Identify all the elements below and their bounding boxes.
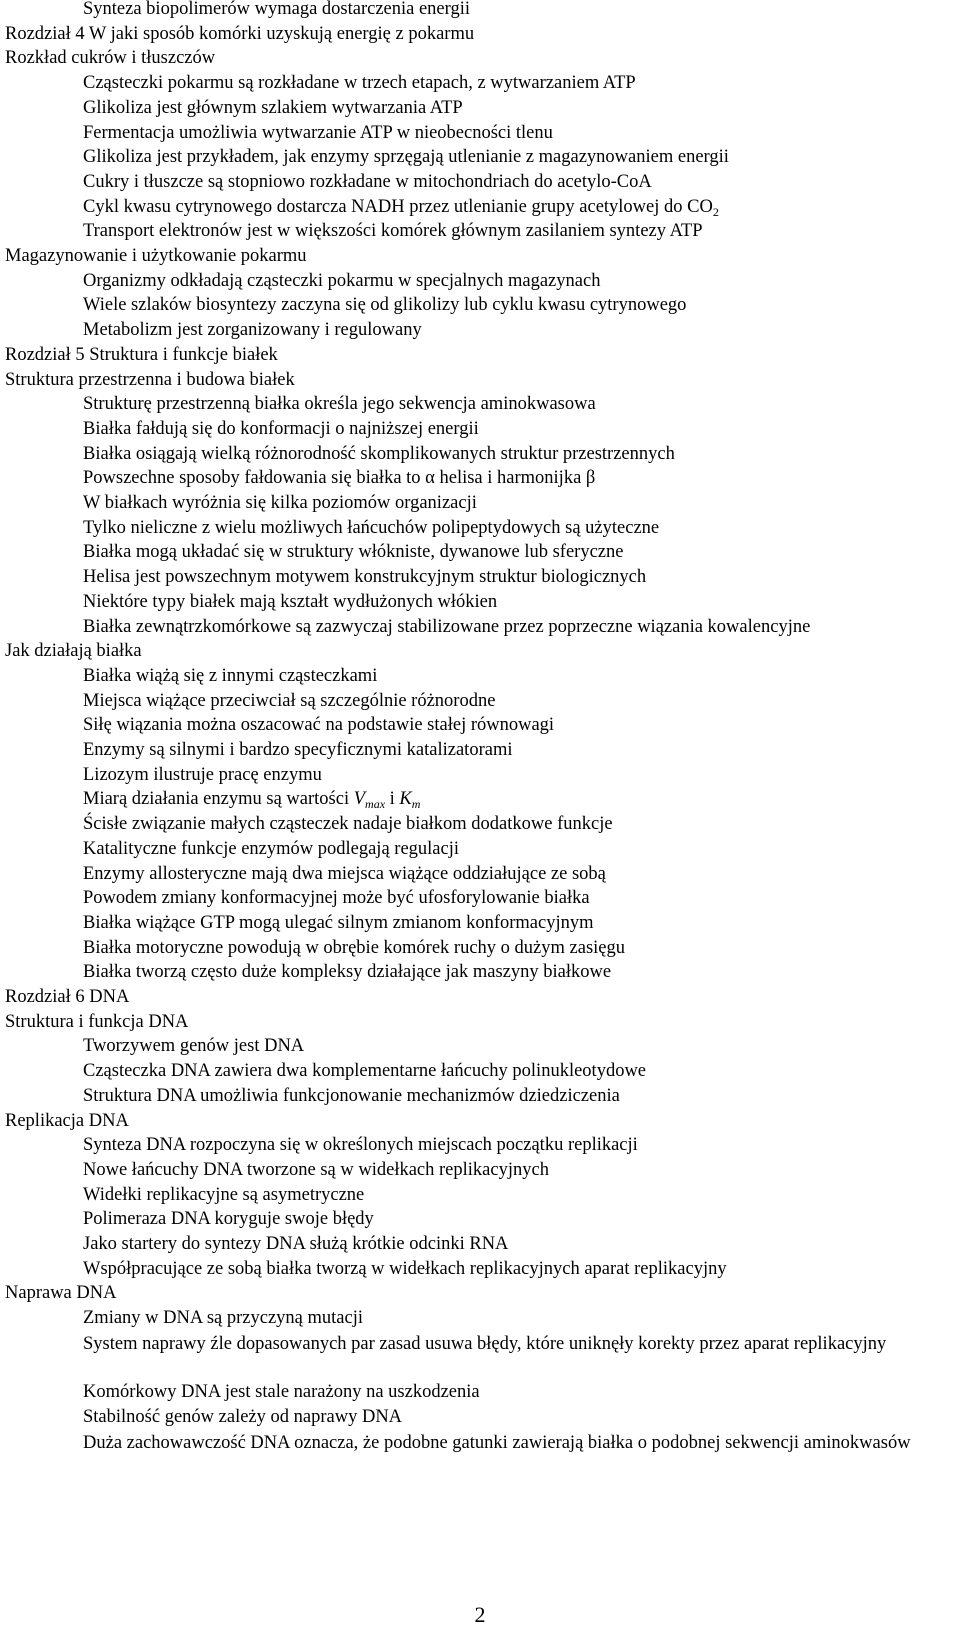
outline-item xyxy=(83,838,459,860)
outline-item xyxy=(83,714,554,736)
line-text: Siłę wiązania można oszacować na podstawie stałej równowagi xyxy=(83,715,555,736)
line-text: Synteza DNA rozpoczyna się w określonych miejscach początku replikacji xyxy=(83,1135,638,1156)
outline-item xyxy=(83,566,646,588)
outline-item xyxy=(83,418,479,440)
line-text: Rozdział 5 Struktura i funkcje białek xyxy=(5,344,278,365)
outline-item xyxy=(83,122,553,144)
line-text: Struktura przestrzenna i budowa białek xyxy=(5,369,295,390)
outline-item xyxy=(83,443,675,465)
outline-item xyxy=(83,887,590,909)
outline-item xyxy=(83,764,322,786)
line-text: Rozdział 6 DNA xyxy=(5,987,130,1007)
subscript: 2 xyxy=(712,204,719,219)
line-text: Jako startery do syntezy DNA służą krótkie odcinki RNA xyxy=(83,1234,509,1254)
line-text: Cukry i tłuszcze są stopniowo rozkładane w mitochondriach do acetylo-CoA xyxy=(83,171,652,192)
outline-item xyxy=(83,270,600,292)
line-text: Współpracujące ze sobą białka tworzą w widełkach replikacyjnych aparat replikacyjny xyxy=(83,1258,727,1279)
outline-item xyxy=(83,937,625,959)
math-subscript: m xyxy=(411,797,421,812)
outline-item xyxy=(83,0,470,20)
line-text: Miejsca wiążące przeciwciał są szczególnie różnorodne xyxy=(83,690,496,711)
line-text: Tylko nieliczne z wielu możliwych łańcuchów polipeptydowych są użyteczne xyxy=(83,517,660,538)
line-text: Magazynowanie i użytkowanie pokarmu xyxy=(5,246,307,266)
line-text: Synteza biopolimerów wymaga dostarczenia energii xyxy=(83,0,471,19)
outline-item xyxy=(83,1184,364,1206)
outline-item xyxy=(83,912,593,934)
line-text: Transport elektronów jest w większości komórek głównym zasilaniem syntezy ATP xyxy=(83,221,703,242)
outline-item xyxy=(83,788,420,815)
line-text: Rozdział 4 W jaki sposób komórki uzyskują energię z pokarmu xyxy=(5,23,475,44)
section-heading xyxy=(5,245,307,267)
line-text: Polimeraza DNA koryguje swoje błędy xyxy=(83,1209,374,1230)
outline-item xyxy=(83,813,613,835)
line-text: Duża zachowawczość DNA oznacza, że podobne gatunki zawierają białka o podobnej sekwencji aminokwasów xyxy=(83,1432,911,1453)
line-text: Lizozym ilustruje pracę enzymu xyxy=(83,764,322,785)
outline-item xyxy=(83,467,595,489)
line-text: Struktura DNA umożliwia funkcjonowanie mechanizmów dziedziczenia xyxy=(83,1085,620,1106)
line-text: Białka osiągają wielką różnorodność skomplikowanych struktur przestrzennych xyxy=(83,443,675,464)
outline-item xyxy=(83,1060,646,1082)
line-text: Niektóre typy białek mają kształt wydłużonych włókien xyxy=(83,591,498,612)
line-text: Glikoliza jest głównym szlakiem wytwarzania ATP xyxy=(83,97,463,118)
outline-item xyxy=(83,616,810,638)
line-text: W białkach wyróżnia się kilka poziomów organizacji xyxy=(83,493,477,513)
outline-item xyxy=(83,146,729,168)
section-heading xyxy=(5,47,215,69)
section-heading xyxy=(5,344,278,366)
line-text: Glikoliza jest przykładem, jak enzymy sprzęgają utlenianie z magazynowaniem energii xyxy=(83,147,729,168)
line-text: Naprawa DNA xyxy=(5,1283,117,1304)
outline-item xyxy=(83,492,477,514)
outline-item xyxy=(83,72,636,94)
outline-item xyxy=(83,1258,727,1280)
line-text: Cykl kwasu cytrynowego dostarcza NADH przez utlenianie grupy acetylowej do CO xyxy=(83,196,713,217)
page-number: 2 xyxy=(474,1602,486,1627)
line-text: Katalityczne funkcje enzymów podlegają regulacji xyxy=(83,838,459,859)
section-heading xyxy=(5,1282,116,1304)
line-text: Enzymy są silnymi i bardzo specyficznymi katalizatorami xyxy=(83,740,513,760)
line-text: Zmiany w DNA są przyczyną mutacji xyxy=(83,1308,363,1329)
section-heading xyxy=(5,23,474,45)
line-text: Powodem zmiany konformacyjnej może być ufosforylowanie białka xyxy=(83,888,590,909)
outline-item xyxy=(83,196,719,223)
line-text: Struktura i funkcja DNA xyxy=(5,1011,189,1032)
line-text: Metabolizm jest zorganizowany i regulowany xyxy=(83,320,422,341)
outline-item xyxy=(83,665,377,687)
line-text: Białka motoryczne powodują w obrębie komórek ruchy o dużym zasięgu xyxy=(83,937,625,958)
outline-item xyxy=(83,1159,549,1181)
line-text: Jak działają białka xyxy=(5,641,142,662)
line-text: Fermentacja umożliwia wytwarzanie ATP w nieobecności tlenu xyxy=(83,122,553,143)
outline-item xyxy=(83,171,652,193)
outline-item xyxy=(83,1035,304,1057)
line-text: Rozkład cukrów i tłuszczów xyxy=(5,48,216,69)
outline-item xyxy=(83,319,422,341)
outline-item xyxy=(83,1332,953,1358)
math-symbol-k: K xyxy=(399,789,412,810)
line-text: Białka fałdują się do konformacji o najniższej energii xyxy=(83,418,479,439)
line-text: Cząsteczki pokarmu są rozkładane w trzech etapach, z wytwarzaniem ATP xyxy=(83,73,636,94)
line-text: Białka mogą układać się w struktury włókniste, dywanowe lub sferyczne xyxy=(83,542,624,563)
outline-item xyxy=(83,1208,374,1230)
section-heading xyxy=(5,369,295,391)
outline-item xyxy=(83,1406,402,1428)
outline-item xyxy=(83,1085,620,1107)
math-symbol-v: V xyxy=(353,789,366,810)
line-text: Powszechne sposoby fałdowania się białka to α helisa i harmonijka β xyxy=(83,468,596,489)
outline-item xyxy=(83,220,703,242)
outline-item xyxy=(83,97,463,119)
line-text: Helisa jest powszechnym motywem konstrukcyjnym struktur biologicznych xyxy=(83,567,647,588)
line-text: Komórkowy DNA jest stale narażony na uszkodzenia xyxy=(83,1382,480,1403)
section-heading xyxy=(5,986,129,1008)
line-text: Stabilność genów zależy od naprawy DNA xyxy=(83,1406,403,1427)
outline-item xyxy=(83,1233,508,1255)
line-text: Białka wiążące GTP mogą ulegać silnym zmianom konformacyjnym xyxy=(83,912,594,933)
outline-item xyxy=(83,517,659,539)
outline-item xyxy=(83,294,686,316)
outline-item xyxy=(83,591,497,613)
line-text: Strukturę przestrzenną białka określa jego sekwencja aminokwasowa xyxy=(83,394,596,415)
line-text: Białka wiążą się z innymi cząsteczkami xyxy=(83,665,378,686)
outline-item xyxy=(83,690,495,712)
line-text: Wiele szlaków biosyntezy zaczyna się od glikolizy lub cyklu kwasu cytrynowego xyxy=(83,295,687,316)
section-heading xyxy=(5,1011,188,1033)
outline-item xyxy=(83,541,623,563)
section-heading xyxy=(5,1110,129,1132)
line-text: Nowe łańcuchy DNA tworzone są w widełkach replikacyjnych xyxy=(83,1159,549,1180)
math-connector: i xyxy=(385,789,400,810)
line-text: Organizmy odkładają cząsteczki pokarmu w specjalnych magazynach xyxy=(83,270,601,291)
line-text: Widełki replikacyjne są asymetryczne xyxy=(83,1184,365,1205)
line-text: Cząsteczka DNA zawiera dwa komplementarne łańcuchy polinukleotydowe xyxy=(83,1061,647,1082)
line-text: Białka zewnątrzkomórkowe są zazwyczaj stabilizowane przez poprzeczne wiązania kowalencyjne xyxy=(83,616,811,637)
outline-item xyxy=(83,1431,953,1457)
line-text: System naprawy źle dopasowanych par zasad usuwa błędy, które uniknęły korekty przez aparat replikacyjny xyxy=(83,1333,887,1354)
outline-item xyxy=(83,863,606,885)
line-text: Enzymy allosteryczne mają dwa miejsca wiążące oddziałujące ze sobą xyxy=(83,863,606,884)
outline-item xyxy=(83,393,596,415)
math-subscript: max xyxy=(365,797,386,812)
line-text: Tworzywem genów jest DNA xyxy=(83,1036,305,1057)
outline-item xyxy=(83,1307,363,1329)
line-text: Ścisłe związanie małych cząsteczek nadaje białkom dodatkowe funkcje xyxy=(83,814,613,835)
line-text: Miarą działania enzymu są wartości xyxy=(83,789,354,810)
section-heading xyxy=(5,640,142,662)
line-text: Białka tworzą często duże kompleksy działające jak maszyny białkowe xyxy=(83,962,612,983)
outline-item xyxy=(83,1381,480,1403)
outline-item xyxy=(83,1134,638,1156)
outline-item xyxy=(83,739,512,761)
outline-item xyxy=(83,961,611,983)
line-text: Replikacja DNA xyxy=(5,1110,129,1131)
